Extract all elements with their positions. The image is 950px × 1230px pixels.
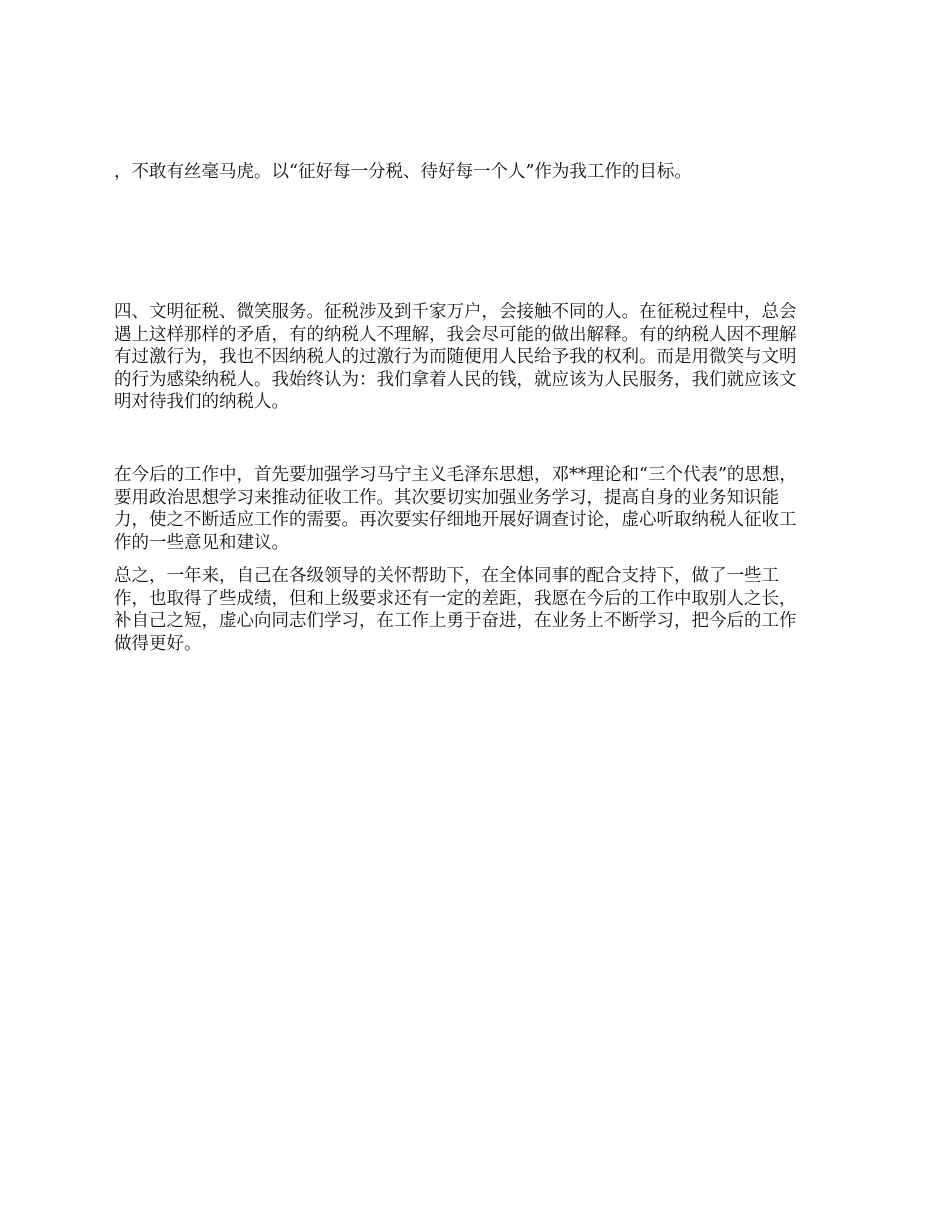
paragraph-conclusion: 总之，一年来，自己在各级领导的关怀帮助下，在全体同事的配合支持下，做了一些工 作，也取得了些成绩，但和上级要求还有一定的差距，我愿在今后的工作中取别人之长， 补自己之短，虚心向同志们学习，在工作上勇于奋进，在业务上不断学习，把今后的工作 做得更好。 bbox=[114, 566, 797, 654]
paragraph-future-work: 在今后的工作中，首先要加强学习马宁主义毛泽东思想，邓**理论和“三个代表”的思想， 要用政治思想学习来推动征收工作。其次要切实加强业务学习，提高自身的业务知识能 力，使之不断适应工作的需要。再次要实仔细地开展好调查讨论，虚心听取纳税人征收工 作的一些意见和建议。 bbox=[114, 465, 797, 553]
paragraph-civilized-service: 四、文明征税、微笑服务。征税涉及到千家万户，会接触不同的人。在征税过程中，总会 遇上这样那样的矛盾，有的纳税人不理解，我会尽可能的做出解释。有的纳税人因不理解 有过激行为，我也不因纳税人的过激行为而随便用人民给予我的权利。而是用微笑与文明 的行为感染纳税人。我始终认为：我们拿着人民的钱，就应该为人民服务，我们就应该文 明对待我们的纳税人。 bbox=[114, 302, 797, 413]
paragraph-goal-statement: ，不敢有丝毫马虎。以“征好每一分税、待好每一个人”作为我工作的目标。 bbox=[114, 162, 692, 182]
